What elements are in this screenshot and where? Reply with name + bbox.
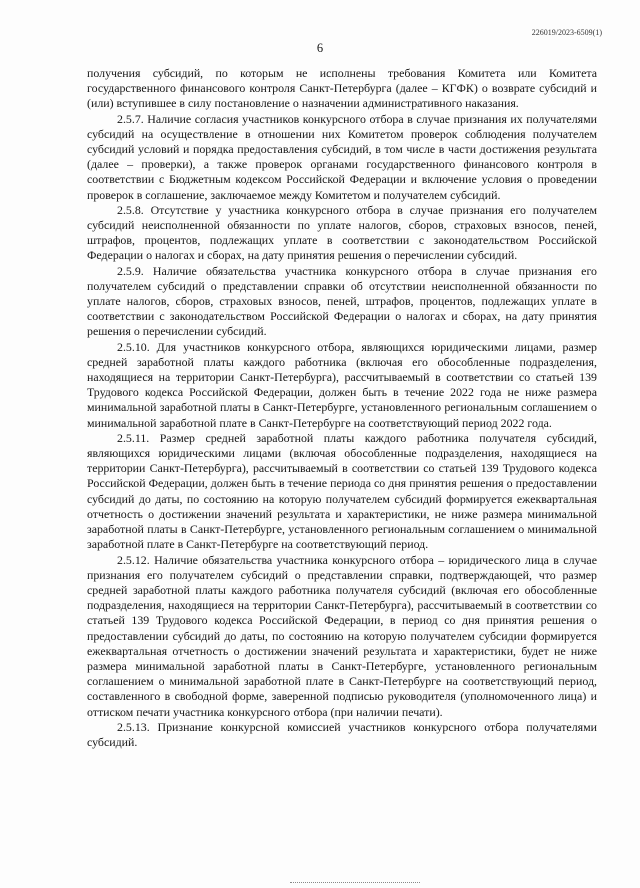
document-body (87, 66, 597, 750)
paragraph-continuation: получения субсидий, по которым не исполнены требования Комитета или Комитета государственного финансового контроля Санкт-Петербурга (далее – КГФК) о возврате субсидий и (или) вступившее в силу постановление о назначении административного наказания. (87, 66, 597, 111)
paragraph-2-5-13: 2.5.13. Признание конкурсной комиссией участников конкурсного отбора получателями субсидий. (87, 719, 597, 749)
paragraph-2-5-12: 2.5.12. Наличие обязательства участника конкурсного отбора – юридического лица в случае признания его получателем субсидий о представлении справки, подтверждающей, что размер средней заработной платы каждого работника получателя субсидий (включая его обособленные подразделения, находящиеся на территории Санкт-Петербурга), рассчитываемый в соответствии со статьей 139 Трудового кодекса Российской Федерации, в период со дня принятия решения о предоставлении субсидий до даты, по состоянию на которую получателем субсидии формируется ежеквартальная отчетность о достижении значений результата и характеристики, будет не ниже размера минимальной заработной платы в Санкт-Петербурге, установленного региональным соглашением о минимальной заработной плате в Санкт-Петербурге на соответствующий период, составленного в свободной форме, заверенной подписью руководителя (уполномоченного лица) и оттиском печати участника конкурсного отбора (при наличии печати). (87, 552, 597, 719)
paragraph-2-5-11: 2.5.11. Размер средней заработной платы каждого работника получателя субсидий, являющихся юридическими лицами (включая обособленные подразделения, находящиеся на территории Санкт-Петербурга), рассчитываемый в соответствии со статьей 139 Трудового кодекса Российской Федерации, должен быть в течение периода со дня принятия решения о предоставлении субсидий до даты, по состоянию на которую получателем субсидий формируется ежеквартальная отчетность о достижении значений результата и характеристики, не ниже размера минимальной заработной платы в Санкт-Петербурге, установленного региональным соглашением о минимальной заработной плате в Санкт-Петербурге на соответствующий период. (87, 430, 597, 552)
paragraph-2-5-10: 2.5.10. Для участников конкурсного отбора, являющихся юридическими лицами, размер средней заработной платы каждого работника (включая его обособленные подразделения, находящиеся на территории Санкт-Петербурга), рассчитываемый в соответствии со статьей 139 Трудового кодекса Российской Федерации, должен быть в течение 2022 года не ниже размера минимальной заработной платы в Санкт-Петербурге, установленного региональным соглашением о минимальной заработной плате в Санкт-Петербурге на соответствующий период 2022 года. (87, 339, 597, 430)
paragraph-2-5-7: 2.5.7. Наличие согласия участников конкурсного отбора в случае признания их получателями субсидий на осуществление в отношении них Комитетом проверок соблюдения получателем субсидий условий и порядка предоставления субсидий, в том числе в части достижения результата (далее – проверки), а также проверок органами государственного финансового контроля в соответствии с Бюджетным кодексом Российской Федерации и включение условия о проведении проверок в соглашение, заключаемое между Комитетом и получателем субсидий. (87, 111, 597, 202)
paragraph-2-5-8: 2.5.8. Отсутствие у участника конкурсного отбора в случае признания его получателем субсидий неисполненной обязанности по уплате налогов, сборов, страховых взносов, пеней, штрафов, процентов, подлежащих уплате в соответствии с законодательством Российской Федерации о налогах и сборах, на дату принятия решения о перечислении субсидий. (87, 202, 597, 263)
paragraph-2-5-9: 2.5.9. Наличие обязательства участника конкурсного отбора в случае признания его получателем субсидий о представлении справки об отсутствии неисполненной обязанности по уплате налогов, сборов, страховых взносов, пеней, штрафов, процентов, подлежащих уплате в соответствии с законодательством Российской Федерации о налогах и сборах, на дату принятия решения о перечислении субсидий. (87, 263, 597, 339)
document-id: 226019/2023-6509(1) (531, 28, 602, 37)
page-number: 6 (316, 41, 324, 55)
scan-artifact-line (290, 882, 420, 883)
